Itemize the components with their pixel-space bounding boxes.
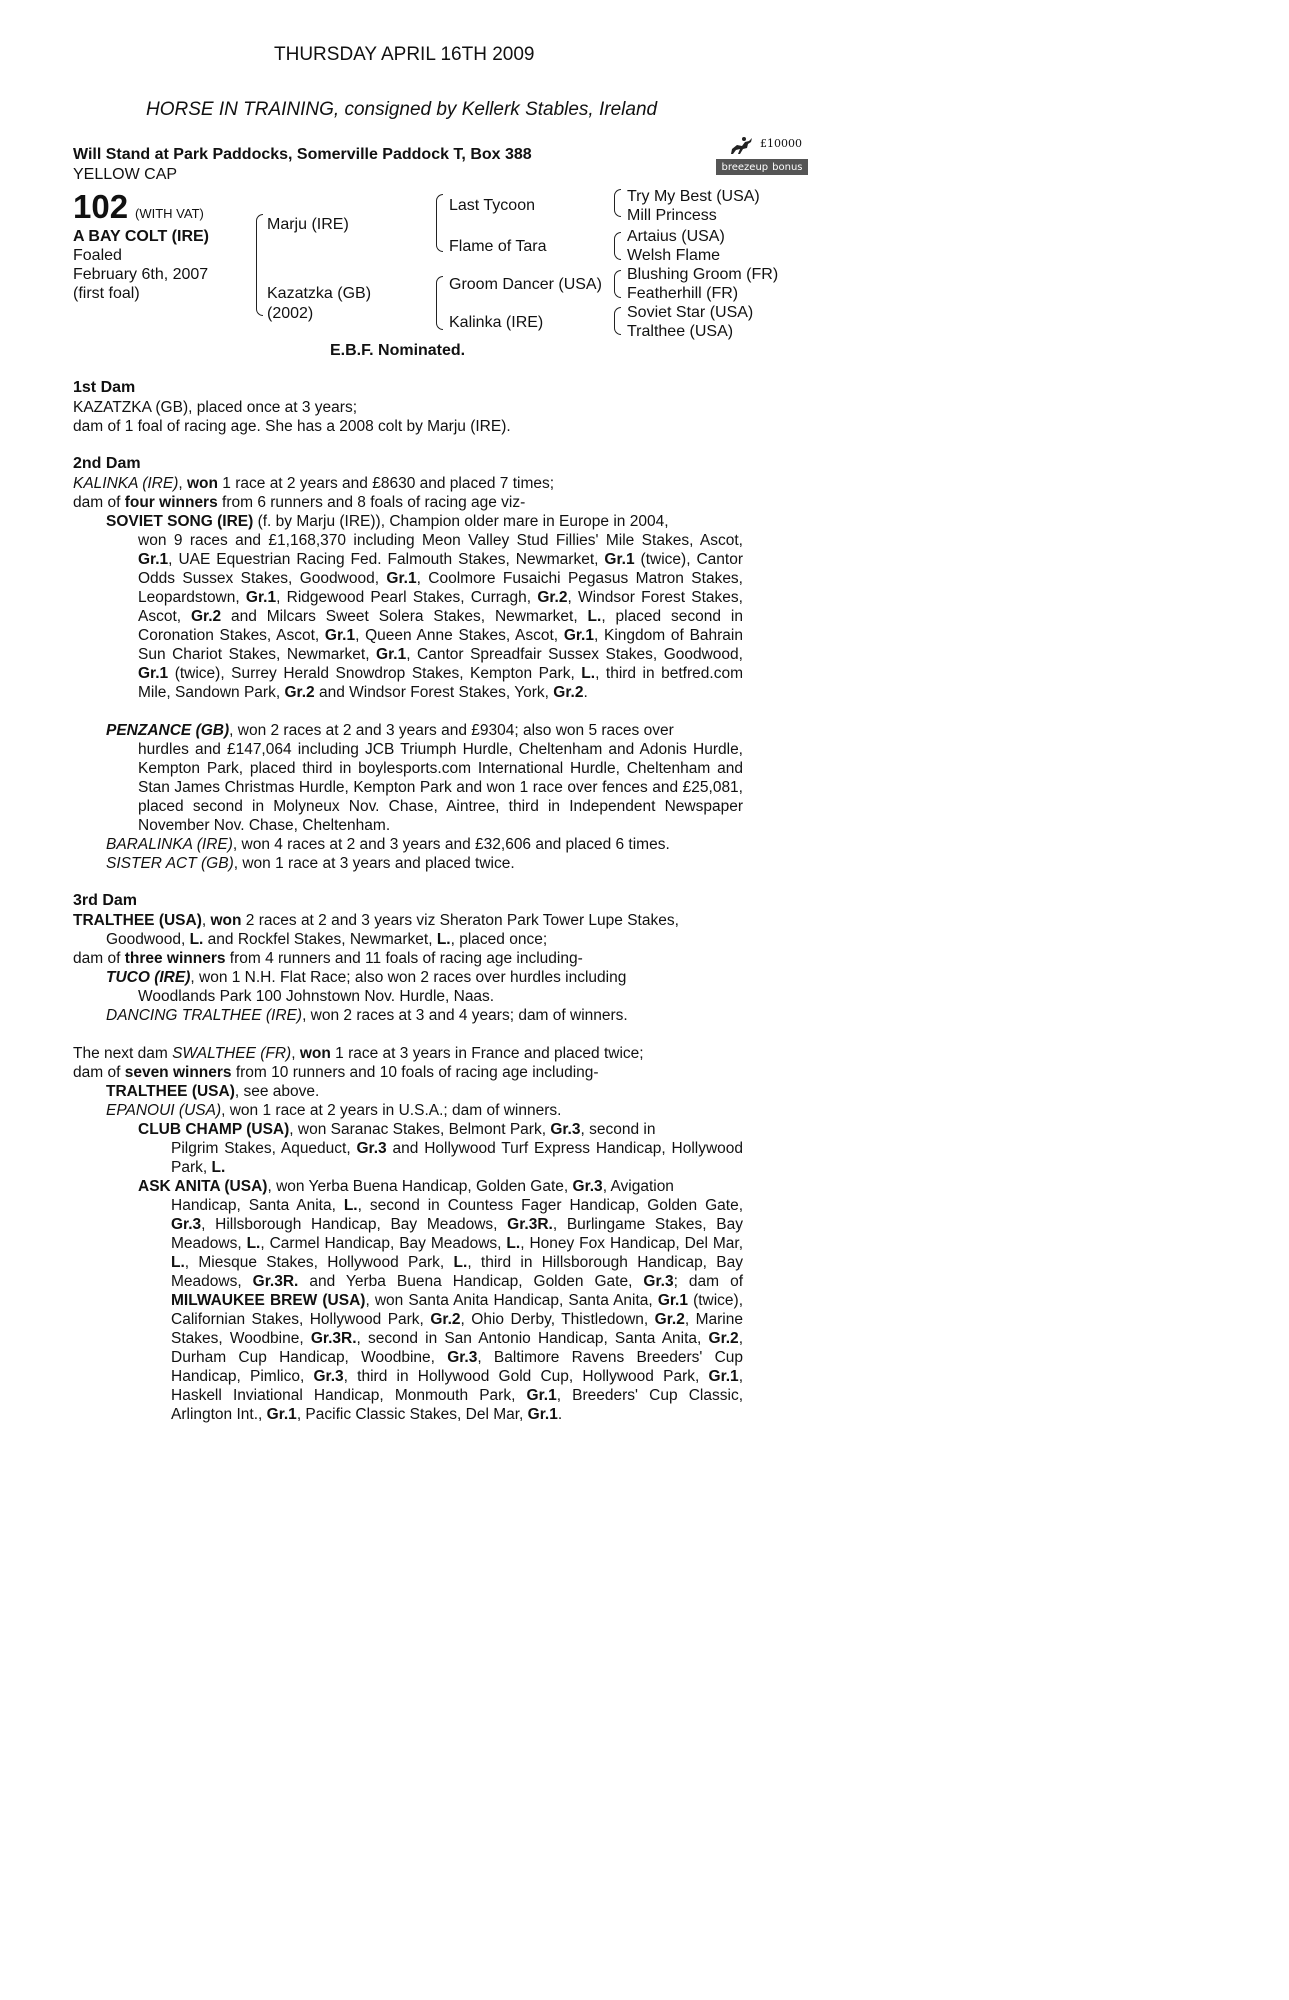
cap-colour: YELLOW CAP bbox=[73, 166, 178, 183]
pedigree-dam: Kazatzka (GB) bbox=[267, 285, 372, 302]
second-dam-heading: 2nd Dam bbox=[73, 455, 141, 472]
pedigree-sire-dam: Flame of Tara bbox=[449, 238, 547, 255]
bonus-amount: £10000 bbox=[760, 137, 802, 150]
pedigree-brace-sd bbox=[614, 232, 621, 260]
breezeup-label: breezeup bbox=[721, 161, 769, 173]
second-dam-intro: KALINKA (IRE), won 1 race at 2 years and £8630 and placed 7 times; dam of four winners from 6 runners and 8 foals of racing age viz- bbox=[73, 475, 555, 511]
bonus-banner bbox=[716, 159, 808, 175]
pedigree-dam-dam: Kalinka (IRE) bbox=[449, 314, 544, 331]
pedigree-dss: Blushing Groom (FR) bbox=[627, 266, 779, 283]
pedigree-dsd: Featherhill (FR) bbox=[627, 285, 739, 302]
third-dam-intro: TRALTHEE (USA), won 2 races at 2 and 3 years viz Sheraton Park Tower Lupe Stakes, Goodwood, L. and Rockfel Stakes, Newmarket, L., placed once; dam of three winners from 4 runners and 11 foals of racing age including- bbox=[73, 912, 679, 967]
pedigree-sdd: Welsh Flame bbox=[627, 247, 721, 264]
pedigree-dds: Soviet Star (USA) bbox=[627, 304, 754, 321]
pedigree-ddd: Tralthee (USA) bbox=[627, 323, 734, 340]
ebf-nominated: E.B.F. Nominated. bbox=[330, 342, 466, 359]
racehorse-icon bbox=[730, 135, 754, 157]
progeny-dancing-tralthee: DANCING TRALTHEE (IRE), won 2 races at 3 and 4 years; dam of winners. bbox=[106, 1007, 628, 1024]
first-dam-heading: 1st Dam bbox=[73, 379, 136, 396]
lot-number: 102 bbox=[73, 188, 129, 225]
pedigree-dam-year: (2002) bbox=[267, 305, 314, 322]
pedigree-brace-dd bbox=[614, 307, 621, 335]
bonus-label: bonus bbox=[772, 161, 803, 173]
progeny-ask-anita: ASK ANITA (USA), won Yerba Buena Handicap, Golden Gate, Gr.3, Avigation Handicap, Santa Anita, L., second in Countess Fager Handicap, Golden Gate, Gr.3, Hillsborough Handicap, Bay Meadows, Gr.3R., Burlingame Stakes, Bay Meadows, L., Carmel Handicap, Bay Meadows, L., Honey Fox Handicap, Del Mar, L., Miesque Stakes, Hollywood Park, L., third in Hillsborough Handicap, Bay Meadows, Gr.3R. and Yerba Buena Handicap, Golden Gate, Gr.3; dam of MILWAUKEE BREW (USA), won Santa Anita Handicap, Santa Anita, Gr.1 (twice), Californian Stakes, Hollywood Park, Gr.2, Ohio Derby, Thistledown, Gr.2, Marine Stakes, Woodbine, Gr.3R., second in San Antonio Handicap, Santa Anita, Gr.2, Durham Cup Handicap, Woodbine, Gr.3, Baltimore Ravens Breeders' Cup Handicap, Pimlico, Gr.3, third in Hollywood Gold Cup, Hollywood Park, Gr.1, Haskell Inviational Handicap, Monmouth Park, Gr.1, Breeders' Cup Classic, Arlington Int., Gr.1, Pacific Classic Stakes, Del Mar, Gr.1. bbox=[138, 1178, 744, 1423]
progeny-tuco: TUCO (IRE), won 1 N.H. Flat Race; also won 2 races over hurdles including Woodlands Park 100 Johnstown Nov. Hurdle, Naas. bbox=[106, 969, 627, 1005]
progeny-penzance: PENZANCE (GB), won 2 races at 2 and 3 years and £9304; also won 5 races over hurdles and £147,064 including JCB Triumph Hurdle, Cheltenham and Adonis Hurdle, Kempton Park, placed third in boylesports.com International Hurdle, Cheltenham and Stan James Christmas Hurdle, Kempton Park and won 1 race over fences and £25,081, placed second in Molyneux Nov. Chase, Aintree, third in Independent Newspaper November Nov. Chase, Cheltenham. bbox=[106, 722, 743, 834]
consignment-line: HORSE IN TRAINING, consigned by Kellerk Stables, Ireland bbox=[146, 99, 658, 120]
progeny-soviet-song: SOVIET SONG (IRE) (f. by Marju (IRE)), Champion older mare in Europe in 2004, won 9 races and £1,168,370 including Meon Valley Stud Fillies' Mile Stakes, Ascot, Gr.1, UAE Equestrian Racing Fed. Falmouth Stakes, Newmarket, Gr.1 (twice), Cantor Odds Sussex Stakes, Goodwood, Gr.1, Coolmore Fusaichi Pegasus Matron Stakes, Leopardstown, Gr.1, Ridgewood Pearl Stakes, Curragh, Gr.2, Windsor Forest Stakes, Ascot, Gr.2 and Milcars Sweet Solera Stakes, Newmarket, L., placed second in Coronation Stakes, Ascot, Gr.1, Queen Anne Stakes, Ascot, Gr.1, Kingdom of Bahrain Sun Chariot Stakes, Newmarket, Gr.1, Cantor Spreadfair Sussex Stakes, Goodwood, Gr.1 (twice), Surrey Herald Snowdrop Stakes, Kempton Park, L., third in betfred.com Mile, Sandown Park, Gr.2 and Windsor Forest Stakes, York, Gr.2. bbox=[106, 513, 743, 701]
pedigree-sire: Marju (IRE) bbox=[267, 216, 349, 233]
pedigree-sss: Try My Best (USA) bbox=[627, 188, 760, 205]
vat-note: (WITH VAT) bbox=[135, 206, 204, 221]
progeny-club-champ: CLUB CHAMP (USA), won Saranac Stakes, Belmont Park, Gr.3, second in Pilgrim Stakes, Aqueduct, Gr.3 and Hollywood Turf Express Handicap, Hollywood Park, L. bbox=[138, 1121, 744, 1176]
pedigree-ssd: Mill Princess bbox=[627, 207, 717, 224]
next-dam-intro: The next dam SWALTHEE (FR), won 1 race at 3 years in France and placed twice; dam of seven winners from 10 runners and 10 foals of racing age including- bbox=[73, 1045, 644, 1081]
progeny-epanoui: EPANOUI (USA), won 1 race at 2 years in U.S.A.; dam of winners. bbox=[106, 1102, 562, 1119]
first-dam-line-2: dam of 1 foal of racing age. She has a 2008 colt by Marju (IRE). bbox=[73, 418, 511, 435]
stand-location: Will Stand at Park Paddocks, Somerville Paddock T, Box 388 bbox=[73, 146, 532, 163]
pedigree-brace-dam bbox=[436, 276, 443, 330]
pedigree-dam-sire: Groom Dancer (USA) bbox=[449, 276, 602, 293]
first-dam-line-1: KAZATZKA (GB), placed once at 3 years; bbox=[73, 399, 357, 416]
pedigree-sds: Artaius (USA) bbox=[627, 228, 725, 245]
pedigree-brace-ds bbox=[614, 270, 621, 298]
progeny-sister-act: SISTER ACT (GB), won 1 race at 3 years and placed twice. bbox=[106, 855, 515, 872]
third-dam-heading: 3rd Dam bbox=[73, 892, 138, 909]
pedigree-brace-sire bbox=[436, 194, 443, 252]
breezeup-bonus-logo bbox=[716, 135, 808, 175]
horse-description: A BAY COLT (IRE) bbox=[73, 228, 210, 245]
foaled-label: Foaled bbox=[73, 247, 122, 264]
pedigree-sire-sire: Last Tycoon bbox=[449, 197, 535, 214]
progeny-tralthee: TRALTHEE (USA), see above. bbox=[106, 1083, 320, 1100]
progeny-baralinka: BARALINKA (IRE), won 4 races at 2 and 3 years and £32,606 and placed 6 times. bbox=[106, 836, 670, 853]
pedigree-brace-main bbox=[256, 214, 263, 316]
sale-date: THURSDAY APRIL 16TH 2009 bbox=[274, 44, 535, 65]
foal-note: (first foal) bbox=[73, 285, 140, 302]
pedigree-brace-ss bbox=[614, 189, 621, 217]
foaled-date: February 6th, 2007 bbox=[73, 266, 209, 283]
dam-name: KALINKA (IRE) bbox=[73, 475, 179, 492]
